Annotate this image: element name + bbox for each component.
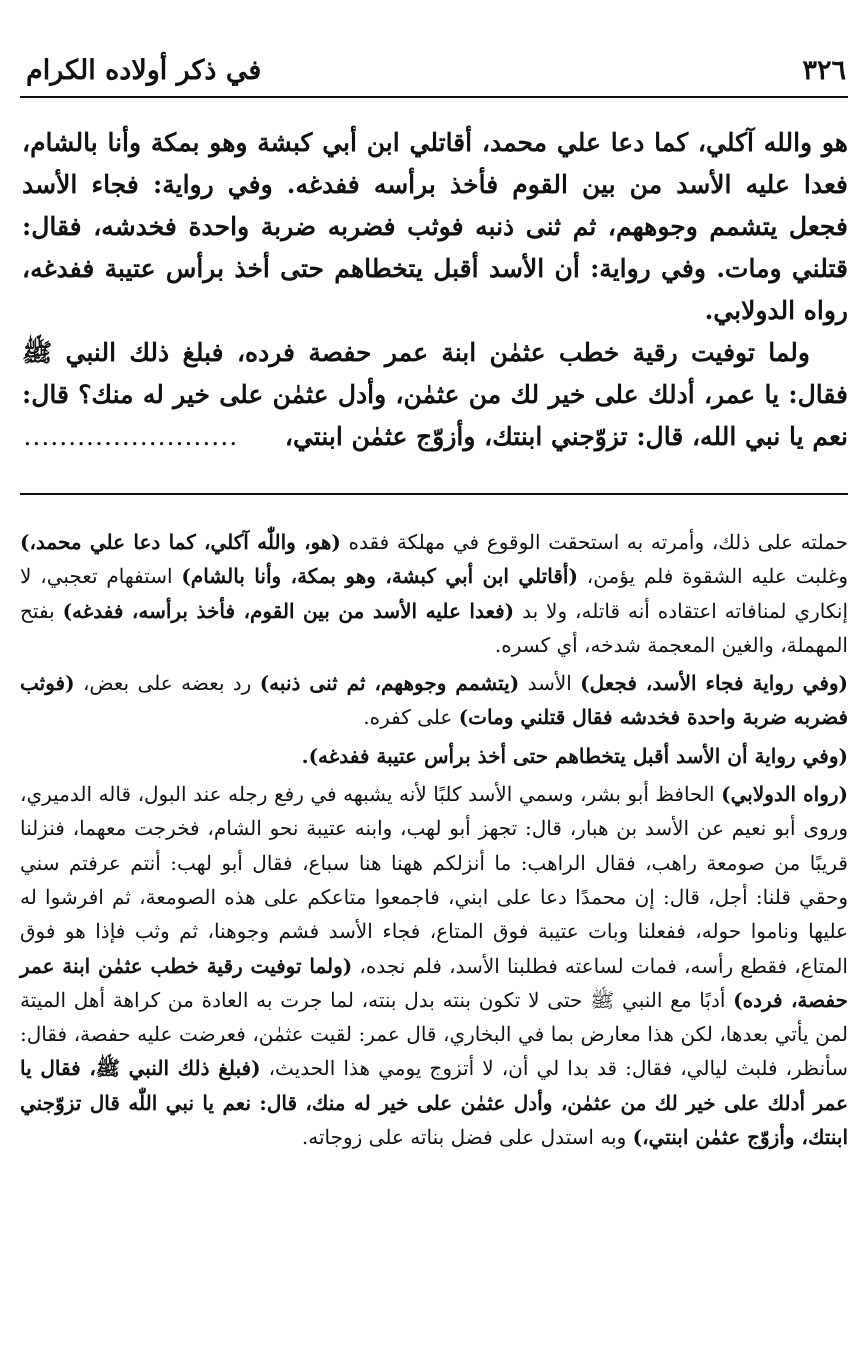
header-divider [20,96,848,98]
running-header [26,48,846,92]
main-paragraph-1: هو والله آكلي، كما دعا علي محمد، أقاتلي ابن أبي كبشة وهو بمكة وأنا بالشام، فعدا عليه الأسد من بين القوم فأخذ برأسه ففدغه. وفي رواية: فجاء الأسد فجعل يتشمم وجوههم، ثم ثنى ذنبه فوثب فضربه ضربة واحدة فخدشه، فقال: قتلني ومات. وفي رواية: أن الأسد أقبل يتخطاهم حتى أخذ برأس عتيبة ففدغه، رواه الدولابي. [22,128,848,325]
continuation-dots: ........................ [23,422,239,451]
quoted-text-segment: (وفي رواية فجاء الأسد، فجعل) [580,671,849,696]
commentary [20,525,848,1158]
quoted-text-segment: (هو، واللّٰه آكلي، كما دعا علي محمد،) [20,530,341,554]
commentary-text-segment: وغلبت عليه الشقوة فلم يؤمن، [577,564,848,589]
commentary-text-segment: وبه استدل على فضل بناته على زوجاته. [301,1125,633,1150]
commentary-text-segment: أدبًا مع النبي ﷺ حتى لا تكون بنته بدل بنته، لما جرت به العادة من كراهة أهل الميتة لمن يأتي بعدها، لكن هذا معارض بما في البخاري، قال عمر: لقيت عثمٰن، فعرضت عليه حفصة، فقال: سأنظر، فلبث ليالي، فقال: قد بدا لي أن، لا أتزوج يومي هذا الحديث، [20,987,848,1081]
commentary-text-segment: الحافظ أبو بشر، وسمي الأسد كلبًا لأنه يشبهه في رفع رجله عند البول، قاله الدميري، وروى أبو نعيم عن الأسد بن هبار، قال: تجهز أبو لهب، وابنه عتيبة نحو الشام، فخرجت معهما، فنزلنا قريبًا من صومعة راهب، فقال الراهب: ما أنزلكم ههنا هنا سباع، فقال أبو لهب: أنتم عرفتم سني وحقي قلنا: أجل، قال: إن محمدًا دعا على ابني، فاجمعوا متاعكم على هذه الصومعة، ثم افرشوا له عليها وناموا حوله، ففعلنا وبات عتيبة فوق المتاع، فجاء الأسد فشم وجوهنا، ثم وثب فإذا هو فوق المتاع، فقطع رأسه، فمات لساعته فطلبنا الأسد، فلم نجده، [20,782,848,978]
commentary-text-segment: حملته على ذلك، وأمرته به استحقت الوقوع في مهلكة فقده [340,530,848,554]
commentary-text-segment: استفهام تعجبي، لا إنكاري لمنافاته اعتقاده أنه قاتله، ولا بد [20,564,849,623]
quoted-text-segment: (وفي رواية أن الأسد أقبل يتخطاهم حتى أخذ برأس عتيبة ففدغه). [301,743,848,768]
main-paragraph-2-text: ولما توفيت رقية خطب عثمٰن ابنة عمر حفصة فرده، فبلغ ذلك النبي ﷺ فقال: يا عمر، أدلك على خير لك من عثمٰن، وأدل عثمٰن على خير له منك؟ قال: نعم يا نبي الله، قال: تزوّجني ابنتك، وأزوّج عثمٰن ابنتي، [22,338,848,451]
quoted-text-segment: (فبلغ ذلك النبي ﷺ، فقال يا عمر أدلك على خير لك من عثمٰن، وأدل عثمٰن على خير له منك، قال: نعم يا نبي اللّٰه قال تزوّجني ابنتك، وأزوّج عثمٰن ابنتي،) [20,1056,848,1150]
commentary-text-segment: رد بعضه على بعض، [74,671,260,696]
quoted-text-segment: (فعدا عليه الأسد من بين القوم، فأخذ برأسه، ففدغه) [62,598,515,623]
commentary-text-segment: الأسد [519,671,581,696]
commentary-text-segment: على كفره. [363,705,459,730]
commentary-paragraph-4 [20,777,848,1154]
commentary-paragraph-3 [20,739,848,773]
commentary-divider [20,493,848,495]
commentary-text-segment: بفتح المهملة، والغين المعجمة شدخه، أي كسره. [20,598,848,657]
main-text [22,122,848,458]
quoted-text-segment: (رواه الدولابي) [721,782,848,807]
commentary-paragraph-2 [20,666,848,735]
main-paragraph-2 [22,332,848,458]
quoted-text-segment: (يتشمم وجوههم، ثم ثنى ذنبه) [259,671,520,696]
page-number: ٣٢٦ [802,54,846,86]
quoted-text-segment: (فوثب فضربه ضربة واحدة فخدشه فقال قتلني ومات) [20,671,848,730]
chapter-title: في ذكر أولاده الكرام [26,54,262,86]
quoted-text-segment: (أقاتلي ابن أبي كبشة، وهو بمكة، وأنا بالشام) [181,564,578,589]
quoted-text-segment: (ولما توفيت رقية خطب عثمٰن ابنة عمر حفصة، فرده) [20,953,848,1012]
commentary-paragraph-1 [20,525,848,662]
